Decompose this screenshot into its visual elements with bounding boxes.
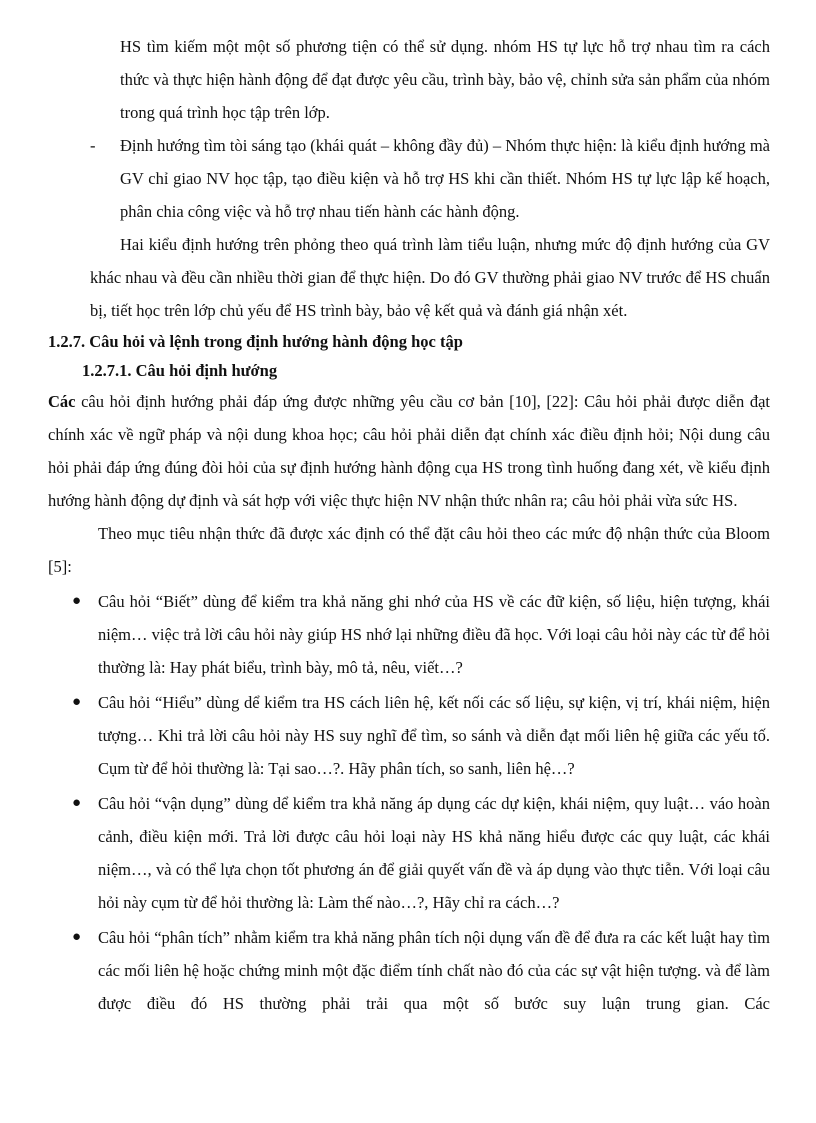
bloom-question-list	[48, 585, 770, 1020]
section-heading: 1.2.7. Câu hỏi và lệnh trong định hướng hành động học tập	[48, 332, 463, 351]
bullet-icon: ●	[72, 694, 82, 710]
list-item	[48, 921, 770, 1020]
dash-list-item	[48, 129, 770, 228]
list-item	[48, 585, 770, 684]
paragraph-requirements	[48, 385, 770, 517]
subsection-heading: 1.2.7.1. Câu hỏi định hướng	[82, 361, 278, 380]
bullet-icon: ●	[72, 593, 82, 609]
paragraph-lead-word: Các	[48, 392, 76, 411]
list-item-text: Câu hỏi “phân tích” nhằm kiểm tra khả năng phân tích nội dụng vấn đề để đưa ra các kết luật hay tìm các mối liên hệ hoặc chứng minh một đặc điểm tính chất nào đó của các sự vật hiện tượng. và để làm được điều đó HS thường phải trải qua một số bước suy luận trung gian. Các	[98, 928, 770, 1013]
list-item-text: Câu hỏi “Biết” dùng để kiểm tra khả năng ghi nhớ của HS về các đữ kiện, số liệu, hiện tượng, khái niệm… việc trả lời câu hỏi này giúp HS nhớ lại những điều đã học. Với loại câu hỏi này các từ để hỏi thường là: Hay phát biểu, trình bày, mô tả, nêu, viết…?	[98, 592, 770, 677]
list-item-text: Câu hỏi “vận dụng” dùng dể kiểm tra khả năng áp dụng các dự kiện, khái niệm, quy luật… váo hoàn cảnh, điều kiện mới. Trả lời được câu hỏi loại này HS khả năng hiểu được các quy luật, các khái niệm…, và có thể lựa chọn tốt phương án để giải quyết vấn đề và áp dụng vào thực tiễn. Với loại câu hỏi này cụm từ để hỏi thường là: Làm thế nào…?, Hãy chỉ ra cách…?	[98, 794, 770, 912]
bullet-icon: ●	[72, 795, 82, 811]
dash-marker: -	[90, 136, 96, 155]
paragraph-requirements-text: câu hỏi định hướng phải đáp ứng được những yêu cầu cơ bản [10], [22]: Câu hỏi phải được diễn đạt chính xác về ngữ pháp và nội dung khoa học; câu hỏi phải diễn đạt chính xác điều định hỏi; Nội dung câu hỏi phải đáp ứng đúng đòi hỏi của sự định hướng hành động cụa HS trong tình huống đang xét, về kiểu định hướng hành động dự định và sát hợp với việc thực hiện NV nhận thức nhân ra; câu hỏi phải vừa sức HS.	[48, 392, 770, 510]
document-page	[48, 30, 770, 1020]
paragraph-continuation: HS tìm kiếm một một số phương tiện có thể sử dụng. nhóm HS tự lực hỗ trợ nhau tìm ra cách thức và thực hiện hành động để đạt được yêu cầu, trình bày, bảo vệ, chỉnh sửa sản phẩm của nhóm trong quá trình học tập trên lớp.	[120, 37, 770, 122]
list-item-text: Câu hỏi “Hiểu” dùng dể kiểm tra HS cách liên hệ, kết nối các số liệu, sự kiện, vị trí, khái niệm, hiện tượng… Khi trả lời câu hỏi này HS suy nghĩ để tìm, so sánh và diễn đạt mối liên hệ giữa các yếu tố. Cụm từ để hỏi thường là: Tại sao…?. Hãy phân tích, so sanh, liên hệ…?	[98, 693, 770, 778]
dash-item-text: Định hướng tìm tòi sáng tạo (khái quát – không đầy đủ) – Nhóm thực hiện: là kiểu định hướng mà GV chỉ giao NV học tập, tạo điều kiện và hỗ trợ HS khi cần thiết. Nhóm HS tự lực lập kế hoạch, phân chia công việc và hỗ trợ nhau tiến hành các hành động.	[120, 136, 770, 221]
bullet-icon: ●	[72, 929, 82, 945]
list-item	[48, 787, 770, 919]
list-item	[48, 686, 770, 785]
paragraph-bloom: Theo mục tiêu nhận thức đã được xác định có thể đặt câu hỏi theo các mức độ nhận thức của Bloom [5]:	[48, 524, 770, 576]
paragraph-two-types: Hai kiểu định hướng trên phỏng theo quá trình làm tiểu luận, nhưng mức độ định hướng của GV khác nhau và đều cần nhiều thời gian để thực hiện. Do đó GV thường phải giao NV trước để HS chuẩn bị, tiết học trên lớp chủ yếu để HS trình bày, bảo vệ kết quả và đánh giá nhận xét.	[90, 235, 770, 320]
